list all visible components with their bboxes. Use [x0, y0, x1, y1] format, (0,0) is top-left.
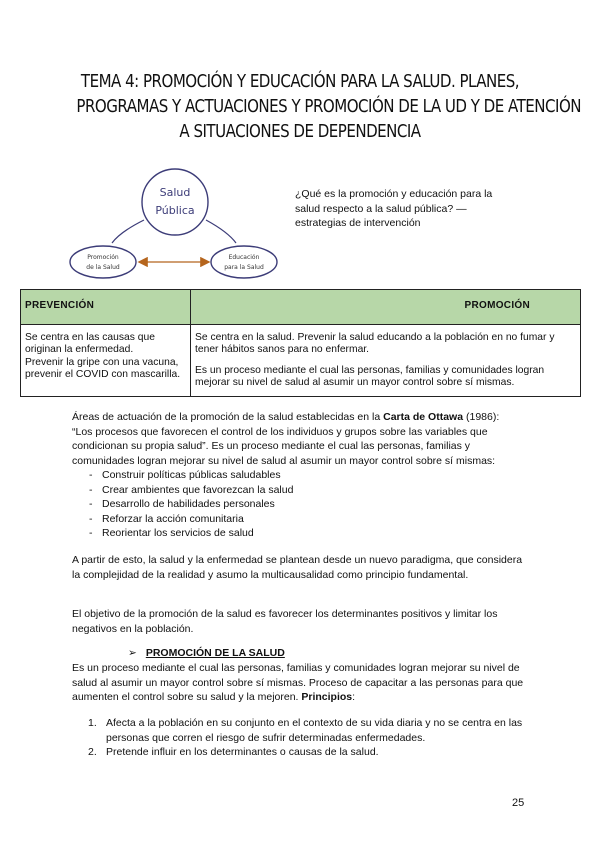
- ottawa-areas: [72, 410, 532, 541]
- public-health-diagram: [60, 158, 290, 283]
- list-item: - Reorientar los servicios de salud: [89, 526, 532, 541]
- principles-list: [88, 716, 528, 760]
- promotion-definition-text: Es un proceso mediante el cual las personas, familias y comunidades logran mejorar su nivel de salud al asumir un mayor control sobre sí mismas. Proceso de capacitar a las personas para que aumenten el control sobre su salud y la mejoren.: [72, 662, 524, 703]
- carta-ottawa-label: Carta de Ottawa: [383, 411, 464, 423]
- promotion-definition: [72, 661, 532, 705]
- header-promocion: PROMOCIÓN: [191, 290, 581, 325]
- title-line-3: A SITUACIONES DE DEPENDENCIA: [179, 122, 421, 142]
- prevention-promotion-table: [20, 289, 581, 397]
- prevencion-text-2: Prevenir la gripe con una vacuna, prevenir el COVID con mascarilla.: [25, 356, 181, 381]
- promocion-label-1: Promoción: [87, 254, 119, 261]
- salud-publica-label-2: Pública: [155, 204, 195, 217]
- title-line-2: PROGRAMAS Y ACTUACIONES Y PROMOCIÓN DE LA UD Y DE ATENCIÓN: [76, 97, 582, 117]
- principios-label: Principios: [301, 691, 353, 703]
- areas-list: [89, 468, 532, 541]
- page-title: [76, 70, 582, 145]
- promocion-text-2: Es un proceso mediante el cual las personas, familias y comunidades logran mejorar su nivel de salud al asumir un mayor control sobre sí mismas.: [195, 364, 545, 389]
- list-item: [88, 745, 528, 760]
- promocion-label-2: de la Salud: [86, 264, 120, 271]
- areas-intro-text: Áreas de actuación de la promoción de la salud establecidas en la: [72, 411, 384, 423]
- list-item: - Crear ambientes que favorezcan la salud: [89, 483, 532, 498]
- educacion-label-2: para la Salud: [224, 264, 264, 271]
- cell-prevencion: [21, 325, 191, 397]
- areas-intro: [72, 410, 532, 425]
- list-item: - Desarrollo de habilidades personales: [89, 497, 532, 512]
- question-text: ¿Qué es la promoción y educación para la salud respecto a la salud pública? — estrategias de intervención: [295, 188, 493, 229]
- header-prevencion: PREVENCIÓN: [21, 290, 191, 325]
- list-item: - Reforzar la acción comunitaria: [89, 512, 532, 527]
- table-header-row: [21, 290, 581, 325]
- list-number: 2.: [88, 746, 97, 758]
- list-number: 1.: [88, 717, 97, 729]
- title-line-1: TEMA 4: PROMOCIÓN Y EDUCACIÓN PARA LA SALUD. PLANES,: [80, 72, 520, 92]
- educacion-node: [211, 246, 277, 278]
- section-heading-text: PROMOCIÓN DE LA SALUD: [145, 647, 285, 659]
- promocion-node: [70, 246, 136, 278]
- list-item: - Construir políticas públicas saludables: [89, 468, 532, 483]
- prevencion-text-1: Se centra en las causas que originan la enfermedad.: [25, 332, 155, 356]
- educacion-label-1: Educación: [228, 254, 260, 261]
- list-item: [88, 716, 528, 745]
- arrow-center-to-left: [112, 220, 144, 243]
- principle-text: Pretende influir en los determinantes o causas de la salud.: [106, 746, 379, 758]
- objective-paragraph: El objetivo de la promoción de la salud es favorecer los determinantes positivos y limitar los negativos en la población.: [72, 608, 498, 635]
- areas-quote: “Los procesos que favorecen el control de los individuos y grupos sobre las variables que condicionan su propia salud”. Es un proceso mediante el cual las personas, familias y comunidades logran mejorar su nivel de salud al asumir un mayor control sobre sí mismas:: [72, 425, 496, 467]
- principios-colon: :: [352, 691, 356, 703]
- arrow-bullet-icon: ➢: [128, 647, 137, 659]
- cell-promocion: [191, 325, 581, 397]
- table-row: [21, 325, 581, 397]
- salud-publica-label-1: Salud: [159, 186, 191, 199]
- page-number: 25: [512, 797, 525, 809]
- promocion-text-1: Se centra en la salud. Prevenir la salud educando a la población en no fumar y tener hábitos sanos para no enfermar.: [195, 332, 555, 356]
- section-heading: [128, 647, 285, 659]
- principle-text: Afecta a la población en su conjunto en el contexto de su vida diaria y no se centra en las personas que corren el riesgo de sufrir determinadas enfermedades.: [106, 717, 523, 744]
- salud-publica-node: [142, 169, 208, 235]
- areas-intro-year: (1986):: [463, 411, 500, 423]
- paradigm-paragraph: A partir de esto, la salud y la enfermedad se plantean desde un nuevo paradigma, que considera la complejidad de la realidad y asumo la multicausalidad como principio fundamental.: [72, 554, 523, 581]
- arrow-center-to-right: [206, 220, 236, 243]
